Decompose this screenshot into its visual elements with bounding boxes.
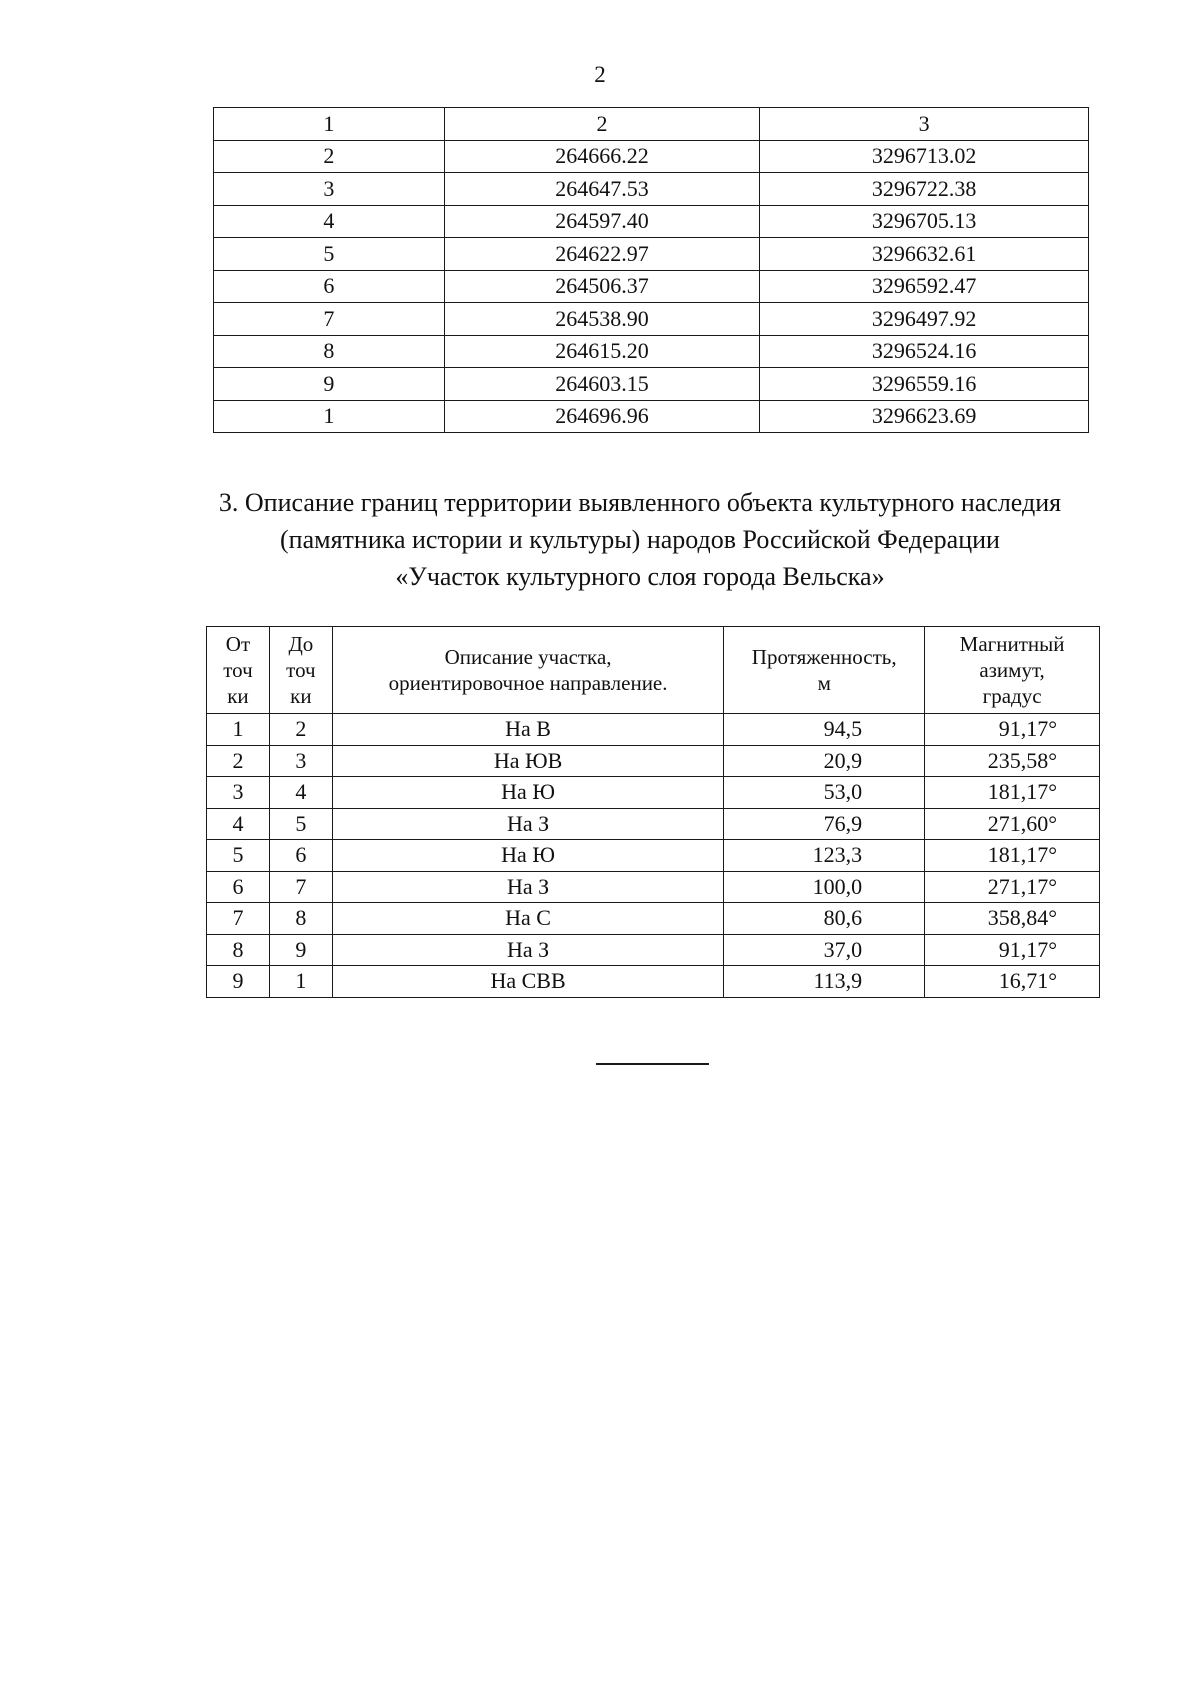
table-cell: 2 — [207, 745, 270, 777]
table-cell: 264597.40 — [444, 205, 760, 238]
header-line: ориентировочное направление. — [388, 671, 668, 695]
table-cell: 37,0 — [724, 934, 925, 966]
header-line: Магнитный — [959, 632, 1065, 656]
table-cell: 7 — [214, 303, 445, 336]
table-cell: 271,17° — [925, 871, 1100, 903]
table-cell: 3296713.02 — [760, 140, 1089, 173]
table-cell: 264696.96 — [444, 400, 760, 433]
header-line: градус — [982, 684, 1042, 708]
table-row — [207, 714, 1100, 746]
header-azimuth — [925, 627, 1100, 714]
table-cell: 94,5 — [724, 714, 925, 746]
table-cell: 7 — [269, 871, 332, 903]
table-cell: 9 — [207, 966, 270, 998]
table-cell: 235,58° — [925, 745, 1100, 777]
table-cell: 4 — [269, 777, 332, 809]
header-to-point — [269, 627, 332, 714]
table-cell: 181,17° — [925, 840, 1100, 872]
table-row — [207, 808, 1100, 840]
table-cell: 5 — [269, 808, 332, 840]
table-cell: 100,0 — [724, 871, 925, 903]
table-cell: 4 — [214, 205, 445, 238]
header-line: ки — [290, 684, 312, 708]
table-cell: 3296524.16 — [760, 335, 1089, 368]
table-cell: 6 — [207, 871, 270, 903]
header-line: точ — [286, 658, 316, 682]
table-cell: 9 — [269, 934, 332, 966]
table-cell: 264622.97 — [444, 238, 760, 271]
end-divider-line — [596, 1063, 709, 1065]
table-row — [214, 335, 1089, 368]
table-cell: На ЮВ — [332, 745, 723, 777]
table-cell: 3296632.61 — [760, 238, 1089, 271]
table-cell: На Ю — [332, 840, 723, 872]
table-row — [207, 777, 1100, 809]
table-cell: 6 — [269, 840, 332, 872]
table-cell: 3 — [269, 745, 332, 777]
header-line: точ — [223, 658, 253, 682]
table-row — [214, 205, 1089, 238]
table-cell: 76,9 — [724, 808, 925, 840]
table-cell: 123,3 — [724, 840, 925, 872]
coordinates-table — [213, 107, 1089, 433]
header-line: Протяженность, — [751, 645, 897, 669]
table-cell: 5 — [214, 238, 445, 271]
column-header: 1 — [214, 108, 445, 141]
table-cell: 2 — [269, 714, 332, 746]
table-cell: 3 — [214, 173, 445, 206]
header-length — [724, 627, 925, 714]
table-row — [214, 140, 1089, 173]
header-description — [332, 627, 723, 714]
header-line: м — [817, 671, 831, 695]
table-cell: 8 — [214, 335, 445, 368]
table-cell: 80,6 — [724, 903, 925, 935]
table-cell: 3296722.38 — [760, 173, 1089, 206]
table-cell: 181,17° — [925, 777, 1100, 809]
table-cell: 358,84° — [925, 903, 1100, 935]
table-cell: 3 — [207, 777, 270, 809]
table-cell: 264647.53 — [444, 173, 760, 206]
table-row — [214, 368, 1089, 401]
section-title-line: (памятника истории и культуры) народов Российской Федерации — [280, 525, 1000, 554]
table-cell: 5 — [207, 840, 270, 872]
table-cell: 3296497.92 — [760, 303, 1089, 336]
table-row — [214, 238, 1089, 271]
table-cell: 264603.15 — [444, 368, 760, 401]
header-line: До — [288, 632, 314, 656]
table-row — [207, 871, 1100, 903]
table-row — [207, 745, 1100, 777]
table-cell: 9 — [214, 368, 445, 401]
table-cell: 1 — [214, 400, 445, 433]
boundary-description-table — [206, 626, 1100, 998]
table-cell: На Ю — [332, 777, 723, 809]
table-cell: На СВВ — [332, 966, 723, 998]
table-row — [207, 934, 1100, 966]
table-cell: 264615.20 — [444, 335, 760, 368]
table-cell: 3296559.16 — [760, 368, 1089, 401]
table-cell: На В — [332, 714, 723, 746]
section-title-line: «Участок культурного слоя города Вельска» — [395, 562, 885, 591]
table-header-row — [207, 627, 1100, 714]
table-cell: 2 — [214, 140, 445, 173]
header-line: От — [225, 632, 251, 656]
table-cell: 20,9 — [724, 745, 925, 777]
page-number: 2 — [594, 62, 606, 87]
table-cell: 113,9 — [724, 966, 925, 998]
table-cell: 53,0 — [724, 777, 925, 809]
table-cell: 264666.22 — [444, 140, 760, 173]
table-row — [214, 173, 1089, 206]
table-cell: 8 — [269, 903, 332, 935]
table-cell: На З — [332, 808, 723, 840]
section-title-line: 3. Описание границ территории выявленного объекта культурного наследия — [218, 488, 1062, 517]
table-header-row — [214, 108, 1089, 141]
table-cell: На С — [332, 903, 723, 935]
header-line: ки — [227, 684, 249, 708]
column-header: 3 — [760, 108, 1089, 141]
table-cell: 91,17° — [925, 714, 1100, 746]
table-cell: 3296592.47 — [760, 270, 1089, 303]
table-cell: 264506.37 — [444, 270, 760, 303]
table-cell: 6 — [214, 270, 445, 303]
table-cell: 4 — [207, 808, 270, 840]
section-title — [150, 484, 1130, 595]
table-row — [207, 966, 1100, 998]
table-cell: 1 — [207, 714, 270, 746]
table-row — [214, 303, 1089, 336]
table-row — [207, 840, 1100, 872]
table-row — [214, 400, 1089, 433]
column-header: 2 — [444, 108, 760, 141]
table-cell: 3296705.13 — [760, 205, 1089, 238]
table-cell: 1 — [269, 966, 332, 998]
header-line: Описание участка, — [444, 645, 612, 669]
table-cell: 8 — [207, 934, 270, 966]
table-cell: 271,60° — [925, 808, 1100, 840]
table-cell: 7 — [207, 903, 270, 935]
table-cell: 16,71° — [925, 966, 1100, 998]
table-cell: На З — [332, 871, 723, 903]
table-cell: 91,17° — [925, 934, 1100, 966]
header-from-point — [207, 627, 270, 714]
table-cell: На З — [332, 934, 723, 966]
table-cell: 264538.90 — [444, 303, 760, 336]
header-line: азимут, — [979, 658, 1045, 682]
table-row — [214, 270, 1089, 303]
table-cell: 3296623.69 — [760, 400, 1089, 433]
table-row — [207, 903, 1100, 935]
